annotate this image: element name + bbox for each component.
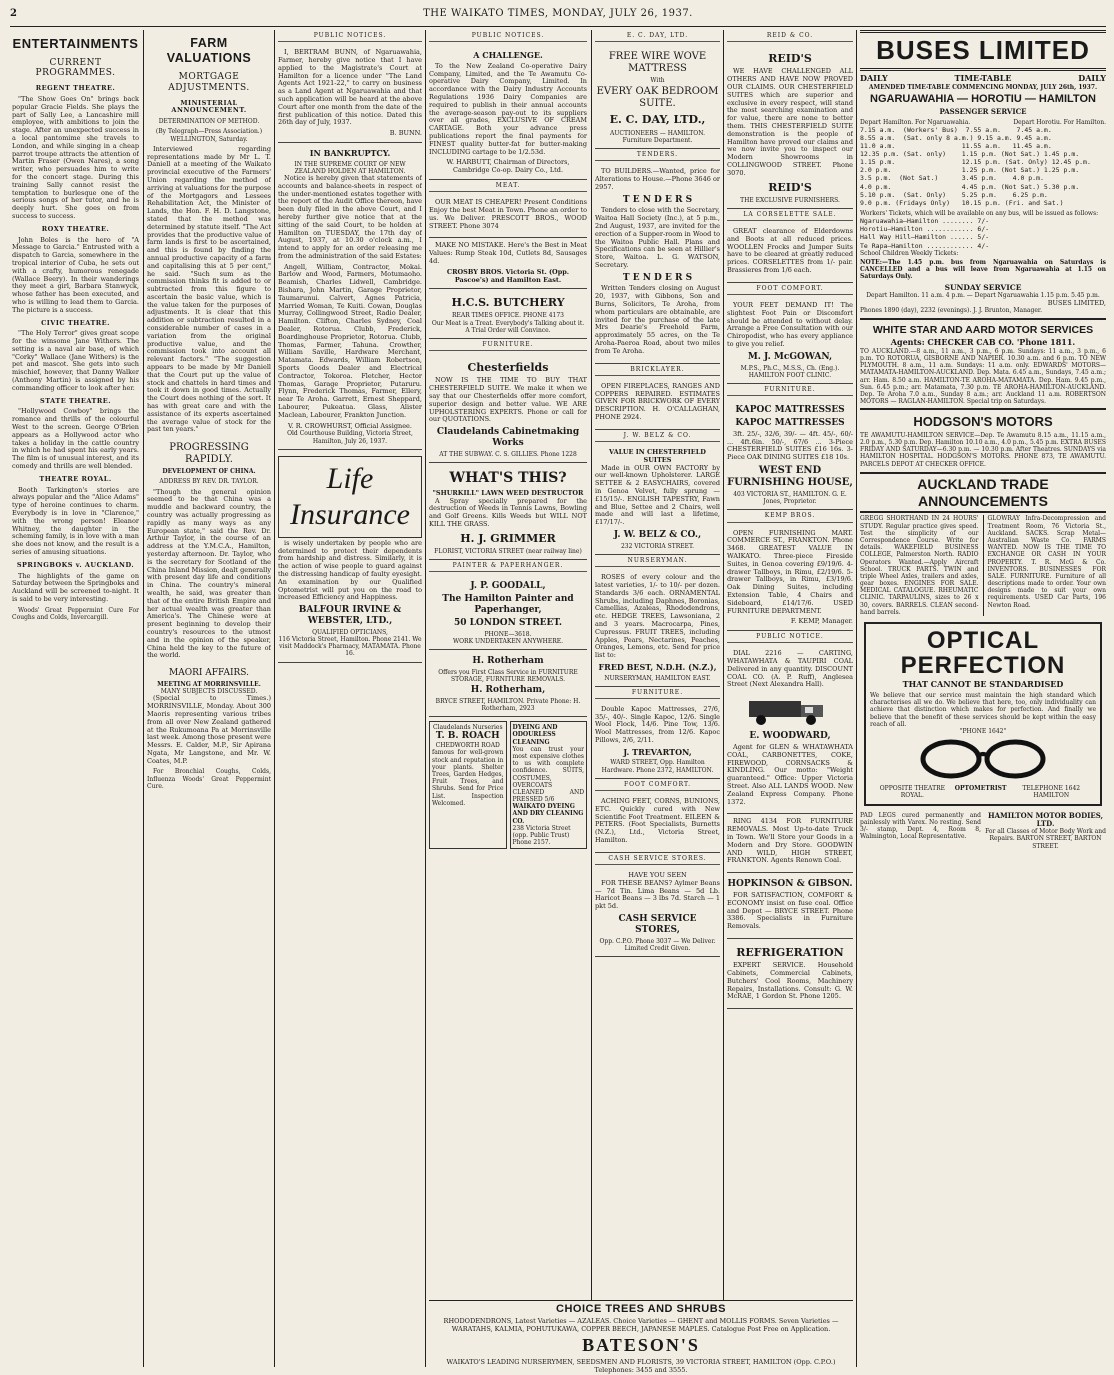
farm-valuations-heading: FARM VALUATIONS: [166, 36, 252, 65]
section-body: "The Show Goes On" brings back popular Gracie Fields. She plays the part of Sally Lee, a Lancashire mill employee, with ambitions to join the stage. After an unexpected success in a local pantomime she travels to London, and while singing in a cheap parrot troupe attracts the attention of Martin Fraser (Owen Nares), a song writer, who persuades him to write for the concert stage. During this training Sally cannot resist the temptation to burlesque one of the serious songs of her tutor, and he is deeply hurt. She goes on from success to success.: [12, 94, 139, 220]
optical-phone: "PHONE 1642": [959, 727, 1007, 735]
corselette-ad: [727, 224, 853, 283]
farm-valuations-column: [147, 30, 271, 1367]
ad-body: Our Meat is a Treat. Everybody's Talking about it. A Trial Order will Convince.: [431, 319, 585, 334]
bottom-right-ads: [860, 812, 1106, 850]
ad-body: is wisely undertaken by people who are determined to protect their dependents from hardship and distress. Similarly, it is the action of wise people to guard against the distressing handicap of faulty eyesight. An examination by our Qualified Optometrist will put you on the road to increased Efficiency and Happiness.: [278, 538, 422, 602]
motor-bodies-ad: [985, 812, 1106, 850]
ad-body: FOR THESE BEANS? Aylmer Beans — 7d Tin. Lima Beans — 5d Lb. Haricot Beans — 3 lbs 7d. Starch — 1 pkt 5d.: [595, 878, 720, 911]
timetable-row: 7.15 a.m. (Workers' Bus) 7.55 a.m. 7.45 a.m.: [860, 125, 1052, 134]
goodwin-ad: [727, 814, 853, 873]
timetable-row: 2.0 p.m. 1.25 p.m. (Not Sat.) 1.25 p.m.: [860, 166, 1080, 175]
advertiser-subtitle: QUALIFIED OPTICIANS,: [312, 628, 388, 636]
advertiser-name: J. P. GOODALL,: [470, 581, 546, 592]
section-label: FURNITURE.: [595, 689, 720, 699]
ad-body: OPEN FURNISHING MART. COMMERCE ST., FRANKTON. Phone 3468. GREATEST VALUE IN WAIKATO. Three-piece Fireside Suites, in Genoa covering £9/19/6. 4-drawer Tallboys, in Rimu, £2/19/6. 5-drawer Tallboys, in Rimu, £3/19/6. Oak Dining Suites, including Extension Table, 4 Chairs and Sideboard, £14/17/6. USED FURNITURE DEPARTMENT.: [727, 528, 853, 615]
advertiser-address: BRYCE STREET, HAMILTON. Private Phone: H. Rotherham, 2923: [435, 697, 581, 713]
ad-body: You can trust your most expensive clothes to us with complete confidence. SUITS, COSTUMES, OVERCOATS CLEANED AND PRESSED 5/6: [512, 745, 584, 804]
current-programmes-heading: CURRENT PROGRAMMES.: [35, 57, 116, 79]
optical-left-note: OPPOSITE THEATRE ROYAL.: [879, 785, 945, 800]
advertiser-address: M.P.S., Ph.C., M.S.S., Ch. (Eng.). HAMILTON FOOT CLINIC.: [740, 364, 840, 379]
advertiser-address: WAIKATO'S LEADING NURSERYMEN, SEEDSMEN AND FLORISTS, 39 VICTORIA STREET, HAMILTON (Opp. C.P.O.) Telephones: 3455 and 3555.: [446, 1358, 836, 1374]
bus-phones: Phones 1890 (day), 2232 (evenings). J. J. Brunton, Manager.: [860, 307, 1106, 319]
optical-body: We believe that our service must maintain the high standard which characterises all we do. We believe that here, too, only individuality can achieve that distinction which makes for perfection. And finally we believe that the benefit of these services should be kept within the easy reach of all.: [870, 692, 1096, 728]
life-insurance-title: Life Insurance: [278, 456, 422, 538]
advertiser-address: 232 VICTORIA STREET.: [620, 542, 695, 550]
pad-legs-ad: PAD LEGS cured permanently and painlessly with Varex. No resting. Send 3/- stamp, Dept. 4, Room 8, Walmington, Local Representative.: [860, 811, 981, 841]
mcgowan-ad: [727, 298, 853, 384]
ad-body: 3ft. 25/-, 32/6, 39/- — 4ft. 45/-, 60/- ... 4ft.6in. 50/-, 67/6 ... 3-Piece CHESTERFIELD SUITES £16 16s. 3-Piece OAK DINING SUITES £18 10s.: [727, 429, 853, 462]
ad-title: VALUE IN CHESTERFIELD SUITES: [609, 448, 706, 464]
section-label: TENDERS.: [595, 151, 720, 161]
advertiser-address: 116 Victoria Street, Hamilton. Phone 2141. We visit Maddock's Pharmacy, MATAMATA. Phone 16.: [278, 635, 422, 658]
advertiser-name: WAIKATO DYEING AND DRY CLEANING CO.: [512, 803, 584, 825]
section-head: MINISTERIAL ANNOUNCEMENT.: [171, 98, 247, 115]
section-label: LA CORSELETTE SALE.: [727, 211, 853, 221]
painter-ad: [429, 575, 587, 650]
ad-body: WE HAVE CHALLENGED ALL OTHERS AND HAVE NOW PROVED OUR CLAIMS. OUR CHESTERFIELD SUITES which are superior and exclusive in every respect, will stand the most searching examination and for value, there are none to better them. THIS CHESTERFIELD SUITE demonstration is the people of Hamilton have proved our claims and we now invite you to inspect our Modern Showrooms in COLLINGWOOD STREET. Phone 3070.: [727, 67, 853, 177]
notice-title: IN BANKRUPTCY.: [309, 147, 391, 158]
auckland-trade-columns: [860, 515, 1106, 616]
column-rule: [723, 30, 724, 1300]
auckland-trade-title: AUCKLAND TRADE ANNOUNCEMENTS: [860, 472, 1106, 514]
day-ad: [595, 45, 720, 149]
section-label: PAINTER & PAPERHANGER.: [429, 562, 587, 572]
optical-ad: [864, 622, 1102, 805]
ad-title: T E N D E R S: [622, 272, 693, 283]
section-label: FOOT COMFORT.: [727, 285, 853, 295]
column-rule: [983, 515, 984, 616]
ad-title: CHOICE TREES AND SHRUBS: [556, 1303, 726, 1315]
school-note: School Children Weekly Tickets:: [860, 249, 959, 257]
ad-body: famous for well-grown stock and reputation in your plants. Shelter Trees, Garden Hedges, Fruit Trees, and Shrubs. Send for Price List. Inspection Welcomed.: [432, 749, 504, 807]
ad-body: RING 4134 FOR FURNITURE REMOVALS. Most Up-to-date Truck in Town. We'll Store your Goods in a Modern and Dry Store. GOODWIN AND WILD, HIGH STREET, FRANKTON. Agents Renown Coal.: [727, 817, 853, 865]
advertiser-name: J. TREVARTON,: [623, 746, 692, 757]
notice-signature: B. BUNN.: [389, 129, 422, 138]
column-rule: [274, 30, 275, 1367]
advertiser-name: HOPKINSON & GIBSON.: [727, 879, 853, 890]
section-subhead: DEVELOPMENT OF CHINA.: [162, 468, 256, 476]
reid-ad: [727, 45, 853, 209]
ad-tagline: THE EXCLUSIVE FURNISHERS.: [740, 196, 840, 204]
court-name: IN THE SUPREME COURT OF NEW ZEALAND HOLDEN AT HAMILTON.: [294, 160, 406, 175]
timetable-row: 4.0 p.m. 4.45 p.m. (Not Sat.) 5.30 p.m.: [860, 182, 1080, 191]
depart-right: Depart Horotiu. For Hamilton.: [1013, 118, 1106, 126]
advertiser-address: AT THE SUBWAY. C. S. GILLIES. Phone 1228: [439, 450, 577, 458]
ad-body: Made in OUR OWN FACTORY by our well-known Upholsterer. LARGE SETTEE & 2 EASYCHAIRS, covered in Genoa Velvet, fully sprung — £15/15/-. ENGLISH TAPESTRY, Fawn and Blue, Settee and 2 Chairs, well made and will last a lifetime, £17/17/-.: [595, 463, 720, 527]
column-footer: For Bronchial Coughs, Colds, Influenza Woods' Great Peppermint Cure.: [147, 768, 271, 790]
ad-body: ROSES of every colour and the latest varieties, 1/- to 10/- per dozen. Standards 3/6 each. ORNAMENTAL Shrubs, including Daphnes, Boronias, Camellias, Azaleas, Rhododendrons, etc. HEDGE TREES, Lawsoniana, 2 and 3 years. Macrocarpa, Pines, Cupressus. FRUIT TREES, including Apples, Pears, Nectarines, Peaches, Oranges, Lemons, etc. Send for price list to:: [595, 573, 720, 660]
depart-left: Depart Hamilton. For Ngaruawahia.: [860, 118, 971, 126]
bus-signature: BUSES LIMITED,: [1047, 298, 1106, 307]
butcher-ad: [429, 195, 587, 238]
public-notices-column: [278, 30, 422, 1375]
advertiser-name: M. J. McGOWAN,: [747, 351, 833, 362]
life-insurance-ad: [278, 450, 422, 663]
ad-body: AUCTIONEERS — HAMILTON. Furniture Department.: [610, 129, 705, 144]
advertiser-name: FRED BEST, N.D.H. (N.Z.),: [598, 661, 717, 672]
page-number: 2: [10, 8, 18, 19]
ad-title: KAPOC MATTRESSES: [735, 418, 845, 428]
advertiser-name: H. Rotherham: [472, 655, 544, 666]
ad-body: GREAT clearance of Elderdowns and Boots at all reduced prices. WOOLLEN Frocks and Jumper Suits have to be cleared at greatly reduced prices. CORSELETTES from 1/- pair. Brassieres from 1/6 each.: [727, 227, 853, 275]
section-label: CASH SERVICE STORES.: [595, 855, 720, 865]
foot-ad: [595, 794, 720, 853]
coal-ad: [727, 646, 853, 814]
spectacles-icon: [913, 739, 1053, 781]
route-title: NGARUAWAHIA — HOROTIU — HAMILTON: [870, 92, 1096, 105]
advertiser-address: FLORIST, VICTORIA STREET (near railway line): [434, 547, 582, 555]
ad-title: WHAT'S THIS?: [449, 469, 567, 486]
ad-body: MAKE NO MISTAKE. Here's the Best in Meat Values: Rump Steak 10d, Cutlets 8d, Sausages 4d.: [429, 241, 587, 265]
byline: (By Telegraph—Press Association.) WELLINGTON, Saturday.: [155, 128, 263, 143]
article-body: "Though the general opinion seemed to be that China was a muddle and backward country, the country was actually progressing as rapidly as many ways as any European state," said the Rev. Dr. Arthur Taylor, in the course of an address at the Y.M.C.A., Hamilton, yesterday afternoon. Dr. Taylor, who is the secretary for Scotland of the China Inland Mission, dealt generally with present day life and conditions in China. The country's mineral wealth, he said, was greater than that of the entire British Empire and her actual wealth was greater than America's. The Chinese were at present beginning to develop their country's resources to the utmost and in the opinion of the speaker, China held the key to the future of the world.: [147, 487, 271, 660]
column-rule: [591, 30, 592, 1300]
tender-notice: [595, 164, 720, 364]
butchery-name: H.C.S. BUTCHERY: [451, 296, 565, 310]
byline: ADDRESS BY REV. DR. TAYLOR.: [159, 478, 259, 486]
section-label: NURSERYMAN.: [595, 557, 720, 567]
fare-row: Te Rapa—Hamilton ............ 4/-: [860, 241, 990, 250]
column-footer: Woods' Great Peppermint Cure For Coughs and Colds, Invercargill.: [12, 606, 139, 621]
optical-line1: OPTICAL: [926, 627, 1040, 655]
workers-note: Workers' Tickets, which will be available on any bus, will be issued as follows:: [860, 209, 1099, 217]
section-head: CIVIC THEATRE.: [41, 318, 110, 327]
section-label: REID & CO.: [727, 32, 853, 42]
optical-right-note: TELEPHONE 1642 HAMILTON: [1022, 785, 1081, 800]
ad-body: Tenders to close with the Secretary, Waitoa Hall Society (Inc.), at 5 p.m., 2nd August, 1937, are invited for the erection of a Supper-room in Wood to the Waitoa Public Hall. Plans and Specifications can be seen at Hillier's Store, Waitoa. L. G. WATSON, Secretary.: [595, 206, 720, 269]
ad-title: Chesterfields: [467, 361, 549, 375]
section-head: MAORI AFFAIRS.: [168, 668, 250, 679]
ad-title: REFRIGERATION: [736, 946, 844, 960]
entertainments-column: [12, 30, 139, 1367]
advertiser-address: NURSERYMAN, HAMILTON EAST.: [604, 674, 711, 682]
trevarton-ad: [595, 702, 720, 779]
advertiser-name: Claudelands Cabinetmaking Works: [436, 427, 580, 448]
timetable-row: 9.0 p.m. (Fridays Only) 10.15 p.m. (Fri. and Sat.): [860, 198, 1064, 207]
product-name: "SHURKILL" LAWN WEED DESTRUCTOR: [432, 488, 584, 497]
butcher-ad: [429, 238, 587, 289]
section-label: PUBLIC NOTICE.: [727, 633, 853, 643]
column-rule: [143, 30, 144, 1367]
amended-notice: AMENDED TIME-TABLE COMMENCING MONDAY, JULY 26th, 1937.: [868, 83, 1098, 91]
optical-brand: OPTOMETRIST: [954, 785, 1007, 793]
notice-body: I, BERTRAM BUNN, of Ngaruawahia, Farmer, hereby give notice that I have applied to the Magistrate's Court at Hamilton for a licence under "The Land Agents Act 1921-22," to carry on business as a Land Agent at Ngaruawahia and that such application will be heard at the above Court after one month from the date of the first publication of this notice. Dated this 26th day of July, 1937.: [278, 48, 422, 127]
ad-tagline: The Hamilton Painter and Paperhanger,: [442, 594, 574, 615]
newspaper-title: THE WAIKATO TIMES, MONDAY, JULY 26, 1937.: [423, 8, 693, 19]
timetable-label: TIME-TABLE: [954, 73, 1012, 84]
nursery-ad: [595, 570, 720, 687]
section-label: BRICKLAYER.: [595, 366, 720, 376]
notices-column-4: [727, 30, 853, 1297]
section-head: THEATRE ROYAL.: [39, 474, 112, 483]
ad-title: With: [650, 77, 665, 85]
chesterfields-ad: [429, 354, 587, 463]
advertiser-name: J. W. BELZ & CO.,: [613, 529, 702, 540]
notice-signature: F. KEMP, Manager.: [790, 617, 853, 626]
white-star-title: WHITE STAR AND AARD MOTOR SERVICES: [872, 323, 1094, 336]
column-rule: [856, 30, 857, 1367]
fare-row: Horotiu—Hamilton ............ 6/-: [860, 225, 990, 234]
section-head: ROXY THEATRE.: [41, 224, 110, 233]
notice-signature: V. R. CROWHURST, Official Assignee.: [288, 421, 412, 430]
daily-label: DAILY: [860, 73, 888, 84]
hopkinson-ad: [727, 873, 853, 939]
auckland-right: GLOWRAY Infra-Decompression and Treatment Room, 76 Victoria St., Auckland. SACKS. Scrap Metal—Australian Waste Co. FARMS WANTED. NOW IS THE TIME TO EXCHANGE OR CASH IN YOUR PROPERTY. T. R. McG & Co. INVENTORS. BUSINESSES FOR SALE. FURNITURE. Furniture of all descriptions made to order. Your own designs made to suit your own requirements. USED Car Parts, 196 Newton Road.: [987, 515, 1106, 609]
advertiser-address: Opp. C.P.O. Phone 3037 — We Deliver. Limited Credit Given.: [599, 937, 716, 952]
butchery-line: REAR TIMES OFFICE. PHONE 4173: [452, 312, 564, 320]
section-body: The highlights of the game on Saturday between the Springboks and Auckland will be screened to-night. It is said to be very interesting.: [12, 571, 139, 603]
fare-row: Hall Way Hill—Hamilton ...... 5/-: [860, 233, 990, 242]
white-star-body: TO AUCKLAND.—8 a.m., 11 a.m., 3 p.m., 6 p.m. Sundays: 11 a.m., 3 p.m., 6 p.m. TO ROTORUA, GISBORNE AND NAPIER. 10.30 a.m. and 6 p.m. TO NEW PLYMOUTH. 8 a.m., 11 a.m. Sundays: 11 a.m. only. EDWARDS' MOTORS—MATAMATA-HAMILTON-AUCKLAND. Dep. Mata. 6.45 a.m., Sundays, 7.45 a.m.; arr. Ham. 8.50 a.m. HAMILTON-TE AROHA-MATAMATA. Dep. Ham. 9.45 p.m., Sun. 6.45 p.m.; arr. Matamata, 7.30 p.m. TE AROHA-HAMILTON-AUCKLAND. Dep. Te Aroha 7.0 a.m., Sunday 8 a.m.; arr. Auckland 11 a.m. ROBERTSON MOTORS — RAGLAN-HAMILTON. Special trip on Saturdays.: [860, 348, 1106, 411]
advertiser-address: 238 Victoria Street (opp. Public Trust) Phone 2157.: [512, 824, 571, 847]
ad-body: ACHING FEET, CORNS, BUNIONS, ETC. Quickly cured with New Scientific Foot Treatment. EILEEN & PETERS. (Foot Specialists, Burnetts (N.Z.), Ltd., Victoria Street, Hamilton.: [595, 797, 720, 845]
masthead-rule: [10, 26, 1106, 27]
section-label: J. W. BELZ & CO.: [595, 432, 720, 442]
bricklayer-ad: [595, 379, 720, 430]
advertiser-name: E. C. DAY, LTD.,: [609, 113, 706, 127]
section-body: John Boles is the hero of "A Message to Garcia." Entrusted with a dispatch to Garcia, somewhere in the tropical interior of Cuba, he sets out with a crafty, humorous renegade (Wallace Beery). In their wanderings they meet a girl, Barbara Stanwyck, whose father has been executed, and who is willing to lead them to Garcia. The picture is a success.: [12, 235, 139, 314]
daily-label: DAILY: [1078, 73, 1106, 84]
kemp-ad: [727, 526, 853, 632]
timetable-row: 5.10 p.m. (Sat. Only) 5.25 p.m. 6.25 p.m.: [860, 190, 1048, 199]
section-head: SPRINGBOKS v. AUCKLAND.: [16, 560, 135, 569]
advertiser-name: WEST END FURNISHING HOUSE,: [727, 464, 853, 488]
section-subhead: MEETING AT MORRINSVILLE.: [157, 680, 261, 688]
bateson-ad: [429, 1303, 853, 1374]
ad-title: KAPOC MATTRESSES: [735, 405, 845, 416]
timetable-row: 8.55 a.m. (Sat. only 8 a.m.) 9.15 a.m. 9.45 a.m.: [860, 133, 1052, 142]
dyeing-ad: [510, 721, 588, 849]
advertiser-name: H. J. GRIMMER: [460, 531, 556, 545]
notice-body: Notice is hereby given that statements of accounts and balance-sheets in respect of the under-mentioned estates together with the report of the Audit Office thereon, have been duly filed in the above Court, and I hereby further give notice that at the sitting of the said Court, to be holden at Hamilton on TUESDAY, the 17th day of August, 1937, at 10.30 o'clock a.m., I intend to apply for an order releasing me from the administration of the said Estates:: [278, 173, 422, 260]
column-rule: [425, 30, 426, 1367]
section-head: REGENT THEATRE.: [35, 84, 116, 93]
ad-body: DIAL 2216 — CARTING, WHATAWHATA & TAUPIRI COAL Delivered in any quantity. DISCOUNT COAL CO. (A. P. Ruff), Anglesea Street (Next Alexandra Hall).: [727, 649, 853, 689]
section-body: "The Holy Terror" gives great scope for the winsome Jane Withers. The setting is a naval air base, of which "Corky" Wallace (Jane Withers) is the pet and mascot. She gets into such mischief, however, that Danny Walker (Anthony Martin) is assigned by his commanding officer to look after her.: [12, 329, 139, 392]
section-head: STATE THEATRE.: [40, 396, 111, 405]
advertiser-name: H. Rotherham,: [470, 685, 546, 696]
sunday-title: SUNDAY SERVICE: [944, 283, 1022, 293]
rotherham-ad: [429, 650, 587, 717]
section-body: Booth Tarkington's stories are always popular and the "Alice Adams" type of heroine continues to charm. Everybody is in love in "Clarence," with the wrong person! Eleanor Whitney, the daughter in the scheming family, is in love with a man she does not know, and the result is a series of amusing situations.: [12, 485, 139, 557]
section-label: KEMP BROS.: [727, 512, 853, 522]
section-body: "Hollywood Cowboy" brings the romance and thrills of the colourful West to the screen. George O'Brien appears as a Hollywood actor who takes a holiday in the cattle country in which he had spent his early years. The film is of unusual interest, and its comedy and thrills are well blended.: [12, 407, 139, 471]
refrigeration-ad: [727, 939, 853, 1009]
timetable-row: 11.0 a.m. 11.55 a.m. 11.45 a.m.: [860, 141, 1052, 150]
advertiser-address: CHEDWORTH ROAD: [435, 742, 500, 750]
ad-title: EVERY OAK BEDROOM SUITE.: [596, 86, 719, 110]
bankruptcy-notice: [278, 143, 422, 450]
advertiser-name: HAMILTON MOTOR BODIES, LTD.: [987, 810, 1104, 828]
article-body: Interviewed regarding representations made by Mr L. T. Daniell at a meeting of the Waikato provincial executive of the Farmers' Union regarding the method of arriving at valuations for the purpose of the Mortgagors and Lessees Rehabilitation Act, the Minister of Lands, the Hon. F. H. D. Langstone, stated that the method was determined by statute itself. "The Act provides that the productive value of farm lands is first to be ascertained, and this is found by finding the annual productive capacity of a farm and capitalising this at 5 per cent," he said. "Such sum as the commission thinks fit is added to or subtracted from this figure to ascertain the basic value, which is the value taken for the purposes of adjustments. It is clear that this addition or subtraction resulted in a considerable number of cases in a variation from the original productive value, and the commission took into account all relevant factors." "The suggestion appears to be made by Mr Daniell that the Court put up the value of stock and chattels in hard times and took it down in good times. Actually the Court does nothing of the sort. It has with great care and with the assistance of its experts ascertained the average value of stock for the past ten years.": [147, 144, 271, 434]
notice-address: Old Courthouse Building, Victoria Street, Hamilton, July 26, 1937.: [287, 430, 413, 445]
ad-title: FREE WIRE WOVE MATTRESS: [608, 51, 707, 75]
hodgson-body: TE AWAMUTU-HAMILTON SERVICE—Dep. Te Awamutu 8.15 a.m., 11.15 a.m., 2.0 p.m., 5.30 p.m. Dep. Hamilton 10.10 a.m., 4.0 p.m., 5.45 p.m. EXTRA BUSES FRIDAY AND SATURDAY—6.30 p.m. — 10.30 p.m. After Theatres. SUNDAYS via HAMILTON HOSPITAL. HODGSON'S MOTORS. PHONE 873, TE AWAMUTU. PARCELS DEPOT AT CHECKER OFFICE.: [860, 431, 1106, 468]
section-head: PROGRESSING RAPIDLY.: [169, 442, 249, 466]
advertiser-address: 50 LONDON STREET.: [453, 617, 563, 628]
timetable-row: 1.15 p.m. 12.15 p.m. (Sat. Only) 12.45 p.m.: [860, 158, 1091, 167]
hodgson-title: HODGSON'S MOTORS: [913, 414, 1053, 430]
ad-body: For all Classes of Motor Body Work and Repairs. BARTON STREET, BARTON STREET.: [985, 828, 1106, 850]
ad-body: NOW IS THE TIME TO BUY THAT CHESTERFIELD SUITE. We make it when we say that our Chesterfields offer more comfort, superior design and better value. WE ARE UPHOLSTERING EXPERTS. Phone or call for our QUOTATIONS.: [429, 376, 587, 424]
ad-body: TO BUILDERS.—Wanted, price for Alterations to House.—Phone 3646 or 2957.: [595, 167, 720, 191]
masthead: [10, 8, 1106, 24]
advertiser-name: E. WOODWARD,: [749, 731, 831, 742]
section-label: FOOT COMFORT.: [595, 781, 720, 791]
ad-body: A Spray specially prepared for the destruction of Weeds in Tennis Lawns, Bowling and Golf Greens. Kills Weeds but WILL NOT KILL THE GRASS.: [429, 496, 587, 528]
band-rule: [429, 1300, 853, 1301]
notice: [278, 45, 422, 143]
ad-body: EXPERT SERVICE. Household Cabinets, Commercial Cabinets, Butchers' Cool Rooms, Machinery Repairs, Installations. Consult: G. W. McRAE, 1 Gordon St. Phone 1205.: [727, 961, 853, 1001]
section-label: E. C. DAY, LTD.: [595, 32, 720, 42]
section-label: PUBLIC NOTICES.: [429, 32, 587, 42]
ad-title: DYEING AND ODOURLESS CLEANING: [512, 724, 558, 746]
ad-title: T E N D E R S: [622, 194, 693, 205]
advertiser-address: 403 VICTORIA ST., HAMILTON. G. E. Jones, Proprietor.: [733, 490, 847, 506]
estate-list: Angell, William, Contractor, Mokai. Barlow and Wood, Farmers, Motumaoho. Beamish, Charles Lidwell, Cambridge. Bishara, John Martin, Garage Proprietor, Taumarunui. Calvert, Agnes Patricia, Married Woman, Te Kuiti. Cowan, Douglas Murray, Collingwood Street, Radio Dealer, Hamilton. Clifton, Charles Sydney, Coal Dealer, Rotorua. Clubb, Frederick, Boardinghouse Proprietor, Rotorua. Clubb, Thomas, Farmer, Tahuna. Crowther, William Saville, Hardware Merchant, Matamata. Edwards, William Robertson, Sports Goods Dealer and Electrical Contractor, Tokoroa. Fletcher, Hector Thomas, Garage Proprietor, Putaruru. Flynn, Frederick Thomas, Farmer, Ellery, near Te Aroha. Garrett, Ernest Sheppard, Labourer, Pukeatua. Glass, Alister Maclean, Labourer, Frankton Junction.: [278, 262, 422, 419]
article-body: (Special to Times.) MORRINSVILLE, Monday. About 300 Maoris representing various tribes from all over New Zealand gathered at the Rukumoana Pa at Morrinsville last week. Among those present were Messrs. E. Calder, M.P., Sir Apirana Ngata, Mr Langstone, and Mr. W. Coates, M.P.: [147, 694, 271, 765]
roach-ad: [429, 721, 507, 849]
notice-signature: W. HARBUTT, Chairman of Directors, Cambridge Co-op. Dairy Co., Ltd.: [446, 158, 570, 175]
ad-body: WORK UNDERTAKEN ANYWHERE.: [452, 637, 564, 645]
section-label: FURNITURE.: [727, 386, 853, 396]
notices-column-3: [595, 30, 720, 1297]
bus-note: NOTE:—The 1.45 p.m. bus from Ngaruawahia on Saturdays is CANCELLED and a bus will leave from Ngaruawahia at 1.15 on Saturdays Only.: [860, 258, 1106, 281]
advertiser-name: BALFOUR IRVINE & WEBSTER, LTD.,: [298, 605, 402, 626]
section-subhead: MANY SUBJECTS DISCUSSED.: [160, 688, 258, 696]
belz-ad: [595, 445, 720, 555]
section-label: FURNITURE.: [429, 341, 587, 351]
ad-body: Written Tenders closing on August 20, 1937, with Gibbons, Son and Burns, Solicitors, Te Aroha, from whom particulars are obtainable, are invited for the purchase of the late Mrs Dearie's Freehold Farm, approximately 55 acres, on the Te Aroha-Paeroa Road, about two miles from Te Aroha.: [595, 284, 720, 355]
advertiser-address: WARD STREET, Opp. Hamilton Hardware. Phone 2372, HAMILTON.: [601, 759, 714, 774]
advertiser-name: BATESON'S: [582, 1335, 700, 1355]
advertiser-name: REID'S: [768, 180, 812, 194]
truck-illustration: [745, 693, 835, 727]
advertiser-name: T. B. ROACH: [435, 731, 500, 742]
ad-body: OPEN FIREPLACES, RANGES AND COPPERS REPAIRED. ESTIMATES GIVEN FOR BRICKWORK OF EVERY DESCRIPTION. H. O'CALLAGHAN, PHONE 2924.: [595, 381, 720, 422]
timetable-row: 3.5 p.m. (Not Sat.) 3.45 p.m. 4.0 p.m.: [860, 174, 1044, 183]
section-subhead: DETERMINATION OF METHOD.: [158, 118, 260, 126]
kapoc-ad: [727, 399, 853, 510]
fare-row: Ngaruawahia—Hamilton ........ 7/-: [860, 217, 990, 226]
entertainments-heading: ENTERTAINMENTS: [12, 36, 139, 51]
service-title: PASSENGER SERVICE: [939, 107, 1027, 117]
ad-title: HAVE YOU SEEN: [628, 871, 687, 879]
timetable-row: 12.35 p.m. (Sat. only) 1.15 p.m. (Not Sat.) 1.45 p.m.: [860, 150, 1080, 159]
ad-body: OUR MEAT IS CHEAPER! Present Conditions Enjoy the best Meat in Town. Phone an order to us. We Deliver. PRESCOTT BROS., WOOD STREET. Phone 3074: [429, 198, 587, 230]
right-panel: [860, 30, 1106, 1367]
ad-title: REID'S: [768, 52, 812, 66]
bottom-ads-row: [429, 721, 587, 849]
timetable-columns: [860, 119, 1106, 126]
ad-header: Claudelands Nurseries: [432, 724, 503, 732]
notice-body: To the New Zealand Co-operative Dairy Company, Limited, and the Te Awamutu Co-operative Dairy Company, Limited. In accordance with the Dairy Industry Accounts Regulations 1936 Dairy Companies are required to publish in their annual accounts the average-season pay-out to its suppliers over all grades, EXCLUSIVE OF CREAM CARTAGE. Both your advance press publications report the final payments for FINEST quality butter-fat for butter-making INCLUDING cartage to be 1/2.53d.: [429, 61, 587, 156]
shurkill-ad: [429, 463, 587, 560]
ad-body: RHODODENDRONS, Latest Varieties — AZALEAS. Choice Varieties — GHENT and MOLLIS FORMS. Seven Varieties — WARATAHS, KALMIA, POHUTUKAWA, COPPER BEECH, JAPANESE MAPLES. Catalogue Post Free on Application.: [443, 1317, 839, 1333]
sunday-times: Depart Hamilton. 11 a.m. 4 p.m. — Depart Ngaruawahia 1.15 p.m. 5.45 p.m.: [866, 292, 1100, 300]
ad-body: YOUR FEET DEMAND IT! The slightest Foot Pain or Discomfort should be attended to without delay. Arrange a Free Consultation with our Chiropodist, who has every appliance to give you relief.: [727, 301, 853, 349]
optical-line2: PERFECTION: [900, 652, 1066, 680]
auckland-left: GREGG SHORTHAND IN 24 HOURS' STUDY. Regular practice gives speed. Test the simplicity of our Correspondence Course. Write for details. WAKEFIELD BUSINESS COLLEGE, Palmerston North. RADIO Operators Wanted.—Apply Aircraft School. TRUCK PARTS. TWIN and triple Wheel Axles, trailers and axles, gear boxes. ENGINES FOR SALE. MEDICAL CATALOGUE. RHEUMATIC CLINIC. TARPAULINS, sizes to 26 x 30, covers. BARRELS. CLEAN second-hand barrels.: [860, 515, 979, 616]
section-label: MEAT.: [429, 182, 587, 192]
butchery-ad: [429, 289, 587, 339]
ad-body: Agent for GLEN & WHATAWHATA COAL, CARBONETTES, COKE, FIREWOOD, CORNSACKS & KINDLING. Our motto: "Weight guaranteed." Office: Upper Victoria Street. Also ALL LANDS WOOD. New Zealand Express Company. Phone 1372.: [727, 743, 853, 806]
advertiser-name: CROSBY BROS. Victoria St. (Opp. Pascoe's) and Hamilton East.: [446, 267, 570, 284]
challenge-notice: [429, 45, 587, 180]
mortgage-subheading: MORTGAGE ADJUSTMENTS.: [168, 72, 250, 93]
white-star-agents: Agents: CHECKER CAB CO. 'Phone 1811.: [890, 337, 1076, 348]
notices-column-2: [429, 30, 587, 1297]
optical-line3: THAT CANNOT BE STANDARDISED: [902, 679, 1064, 690]
cash-stores-ad: [595, 868, 720, 957]
notice-title: A CHALLENGE.: [473, 50, 543, 61]
optical-footer: [870, 785, 1096, 799]
ad-body: Double Kapoc Mattresses, 27/6, 35/-, 40/-. Single Kapoc, 12/6. Single Wool Flock, 14/6. Pine Tow, 13/6. Wool Mattresses, from 12/6. Kapoc Pillows, 2/6, 2/11.: [595, 704, 720, 745]
advertiser-phone: PHONE—3618.: [484, 630, 532, 638]
buses-limited-title: BUSES LIMITED: [860, 30, 1106, 71]
timetable-header: [860, 74, 1106, 84]
ad-body: FOR SATISFACTION, COMFORT & ECONOMY insist on fuse coal. Office and Depot — BRYCE STREET. Phone 3386. Specialists in Furniture Removals.: [727, 891, 853, 931]
section-label: PUBLIC NOTICES.: [278, 32, 422, 42]
advertiser-name: CASH SERVICE STORES,: [618, 913, 697, 935]
ad-body: Offers you First Class Service in FURNITURE STORAGE, FURNITURE REMOVALS.: [438, 668, 578, 683]
